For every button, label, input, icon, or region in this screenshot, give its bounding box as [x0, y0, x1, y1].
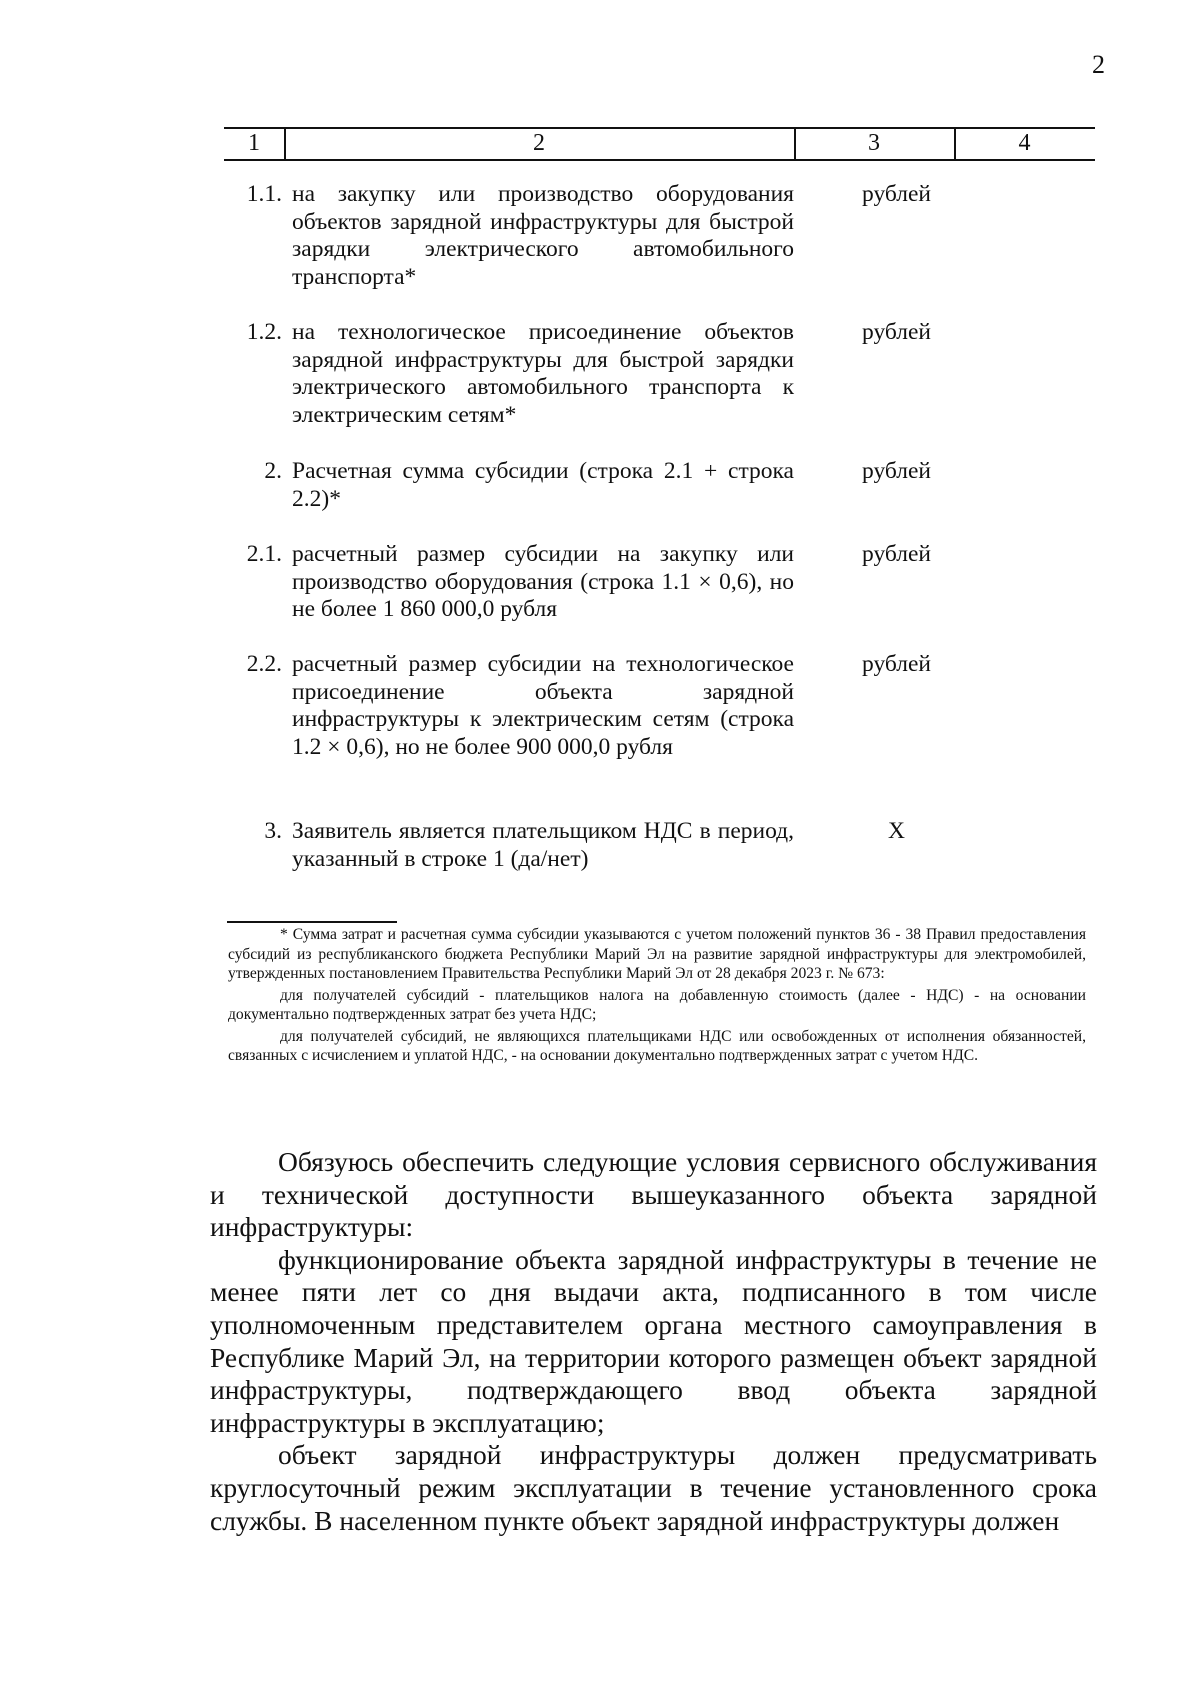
column-header-4: 4 — [1018, 130, 1031, 156]
row-description: на технологическое присоединение объектов зарядной инфраструктуры для быстрой зарядки электрического автомобильного транспорта к электрическим сетям* — [292, 319, 794, 428]
row-number: 1.1. — [246, 181, 282, 207]
row-number: 2.2. — [246, 651, 282, 677]
footnote-main: * Сумма затрат и расчетная сумма субсидии указываются с учетом положений пунктов 36 - 38 Правил предоставления субсидий из республиканского бюджета Республики Марий Эл на развитие зарядной инфраструктуры для электромобилей, утвержденных постановлением Правительства Республики Марий Эл от 28 декабря 2023 г. № 673: — [228, 926, 1086, 982]
row-description: расчетный размер субсидии на технологическое присоединение объекта зарядной инфраструктуры к электрическим сетям (строка 1.2 × 0,6), но не более 900 000,0 рубля — [292, 651, 794, 760]
footnotes — [228, 925, 1086, 1068]
row-description: Расчетная сумма субсидии (строка 2.1 + строка 2.2)* — [292, 458, 794, 512]
row-unit: рублей — [862, 181, 931, 207]
column-header-2: 2 — [533, 130, 545, 156]
body-paragraph: Обязуюсь обеспечить следующие условия сервисного обслуживания и технической доступности вышеуказанного объекта зарядной инфраструктуры: — [210, 1146, 1097, 1243]
row-number: 2. — [264, 458, 282, 484]
body-paragraph: функционирование объекта зарядной инфраструктуры в течение не менее пяти лет со дня выдачи акта, подписанного в том числе уполномоченным представителем органа местного самоуправления в Республике Марий Эл, на территории которого размещен объект зарядной инфраструктуры, подтверждающего ввод объекта зарядной инфраструктуры в эксплуатацию; — [210, 1243, 1097, 1438]
row-description: расчетный размер субсидии на закупку или производство оборудования (строка 1.1 × 0,6), но не более 1 860 000,0 рубля — [292, 541, 794, 622]
row-number: 3. — [264, 818, 282, 844]
body-text — [210, 1146, 1097, 1537]
column-header-3: 3 — [868, 130, 880, 156]
row-unit: рублей — [862, 541, 931, 567]
body-paragraph: объект зарядной инфраструктуры должен предусматривать круглосуточный режим эксплуатации в течение установленного срока службы. В населенном пункте объект зарядной инфраструктуры должен — [210, 1439, 1097, 1536]
footnote-separator — [227, 921, 397, 923]
row-number: 1.2. — [246, 319, 282, 345]
footnote-vat-payers: для получателей субсидий - плательщиков налога на добавленную стоимость (далее - НДС) - на основании документально подтвержденных затрат без учета НДС; — [228, 986, 1086, 1023]
row-unit: Х — [888, 818, 905, 844]
row-unit: рублей — [862, 651, 931, 677]
column-header-1: 1 — [248, 130, 260, 156]
row-number: 2.1. — [246, 541, 282, 567]
table-header — [224, 127, 1095, 161]
row-description: Заявитель является плательщиком НДС в период, указанный в строке 1 (да/нет) — [292, 818, 794, 872]
row-unit: рублей — [862, 319, 931, 345]
row-description: на закупку или производство оборудования объектов зарядной инфраструктуры для быстрой зарядки электрического автомобильного транспорта* — [292, 181, 794, 290]
footnote-non-vat-payers: для получателей субсидий, не являющихся плательщиками НДС или освобожденных от исполнения обязанностей, связанных с исчислением и уплатой НДС, - на основании документально подтвержденных затрат с учетом НДС. — [228, 1027, 1086, 1064]
page-number: 2 — [1092, 50, 1105, 79]
row-unit: рублей — [862, 458, 931, 484]
